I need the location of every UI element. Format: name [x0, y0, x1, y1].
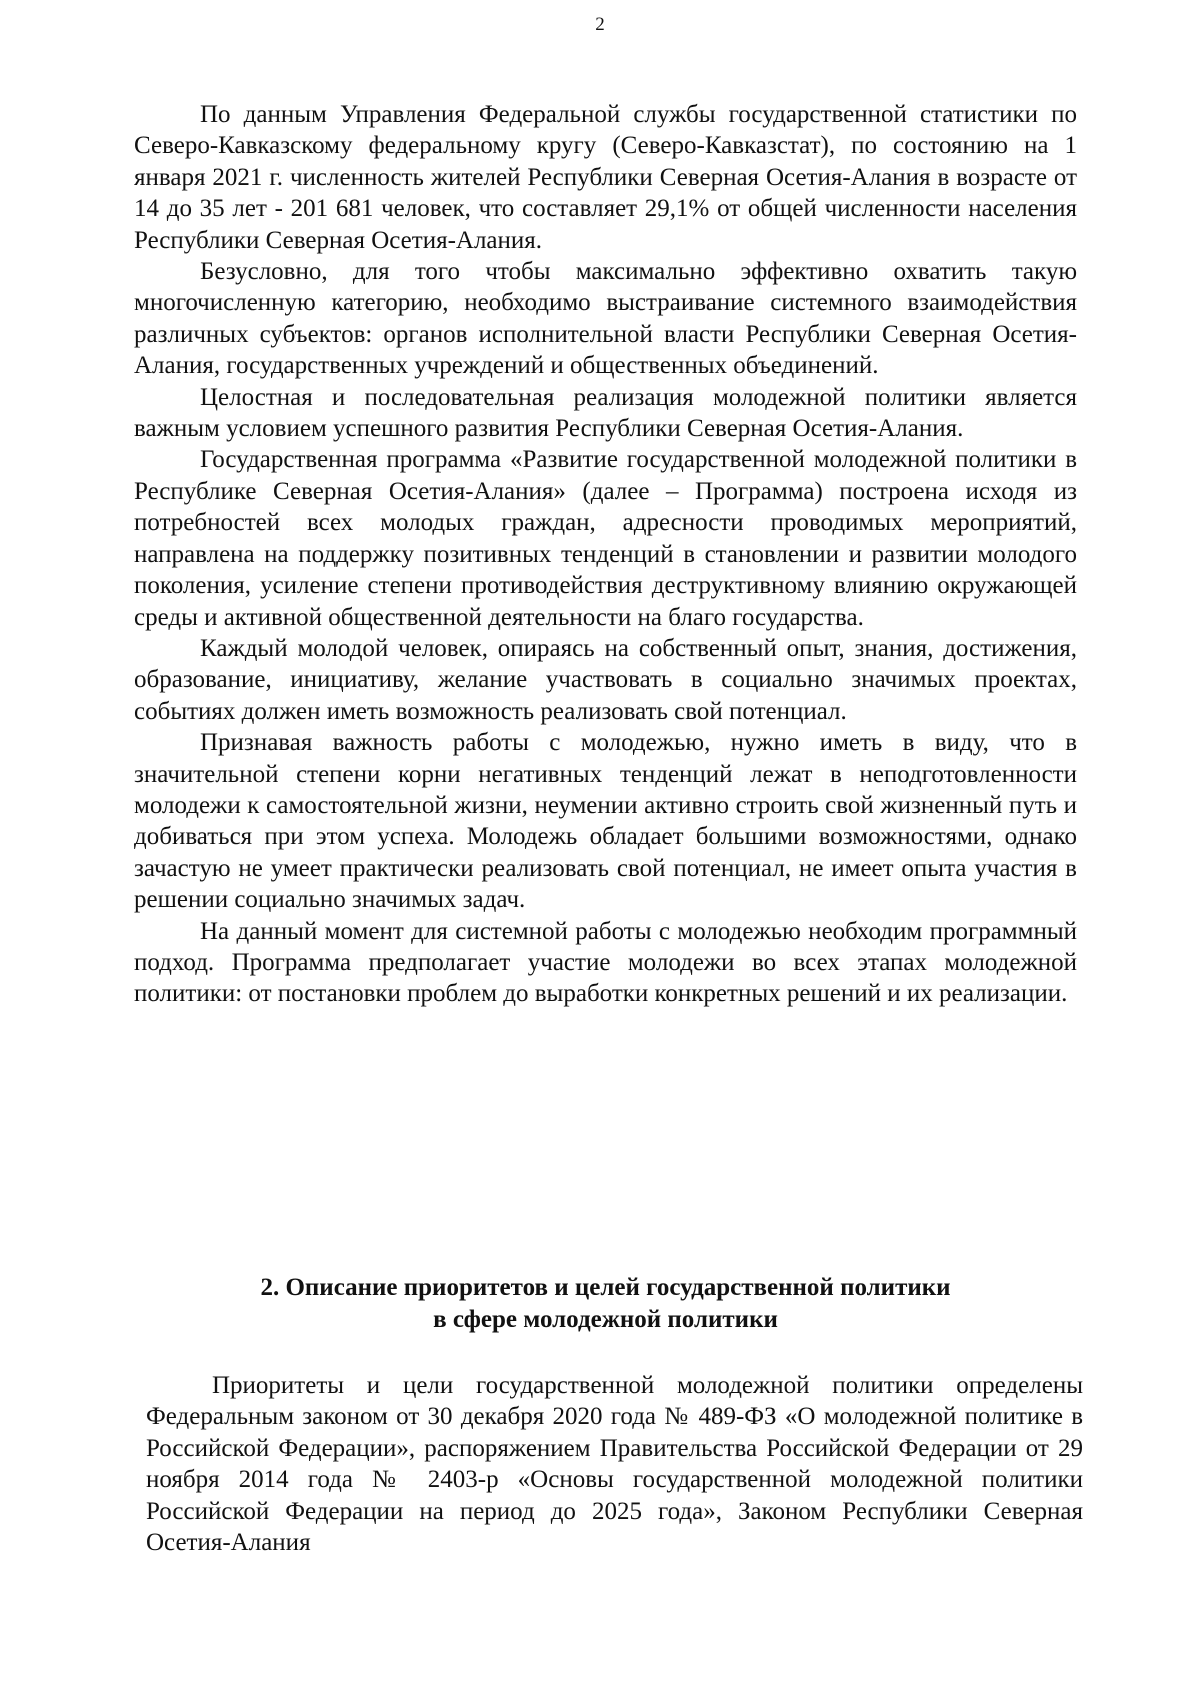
section-body-text [146, 1370, 1083, 1558]
paragraph-consistent-implementation: Целостная и последовательная реализация молодежной политики является важным условием успешного развития Республики Северная Осетия-Алания. [134, 383, 1077, 443]
section-heading-line-2: в сфере молодежной политики [433, 1305, 778, 1333]
section-heading [134, 1272, 1077, 1335]
body-text [134, 99, 1077, 1010]
paragraph-priorities-and-goals: Приоритеты и цели государственной молодежной политики определены Федеральным законом от 30 декабря 2020 года № 489-ФЗ «О молодежной политике в Российской Федерации», распоряжением Правительства Российской Федерации от 29 ноября 2014 года № 2403-р «Основы государственной молодежной политики Российской Федерации на период до 2025 года», Законом Республики Северная Осетия-Алания [146, 1372, 1083, 1557]
paragraph-negative-tendencies: Признавая важность работы с молодежью, нужно иметь в виду, что в значительной степени корни негативных тенденций лежат в неподготовленности молодежи к самостоятельной жизни, неумении активно строить свой жизненный путь и добиваться при этом успеха. Молодежь обладает большими возможностями, однако зачастую не умеет практически реализовать свой потенциал, не имеет опыта участия в решении социально значимых задач. [134, 729, 1077, 914]
paragraph-young-person-potential: Каждый молодой человек, опираясь на собственный опыт, знания, достижения, образование, инициативу, желание участвовать в социально значимых проектах, событиях должен иметь возможность реализовать свой потенциал. [134, 634, 1077, 725]
section-heading-line-1: 2. Описание приоритетов и целей государственной политики [260, 1274, 951, 1301]
paragraph-program-approach: На данный момент для системной работы с молодежью необходим программный подход. Программа предполагает участие молодежи во всех этапах молодежной политики: от постановки проблем до выработки конкретных решений и их реализации. [134, 917, 1077, 1008]
page-number: 2 [595, 14, 605, 35]
paragraph-interaction-of-subjects: Безусловно, для того чтобы максимально эффективно охватить такую многочисленную категорию, необходимо выстраивание системного взаимодействия различных субъектов: органов исполнительной власти Республики Северная Осетия-Алания, государственных учреждений и общественных объединений. [134, 258, 1077, 380]
paragraph-population-statistics: По данным Управления Федеральной службы государственной статистики по Северо-Кавказскому федеральному кругу (Северо-Кавказстат), по состоянию на 1 января 2021 г. численность жителей Республики Северная Осетия-Алания в возрасте от 14 до 35 лет - 201 681 человек, что составляет 29,1% от общей численности населения Республики Северная Осетия-Алания. [134, 101, 1077, 254]
paragraph-state-program: Государственная программа «Развитие государственной молодежной политики в Республике Северная Осетия-Алания» (далее – Программа) построена исходя из потребностей всех молодых граждан, адресности проводимых мероприятий, направлена на поддержку позитивных тенденций в становлении и развитии молодого поколения, усиление степени противодействия деструктивному влиянию окружающей среды и активной общественной деятельности на благо государства. [134, 446, 1077, 631]
